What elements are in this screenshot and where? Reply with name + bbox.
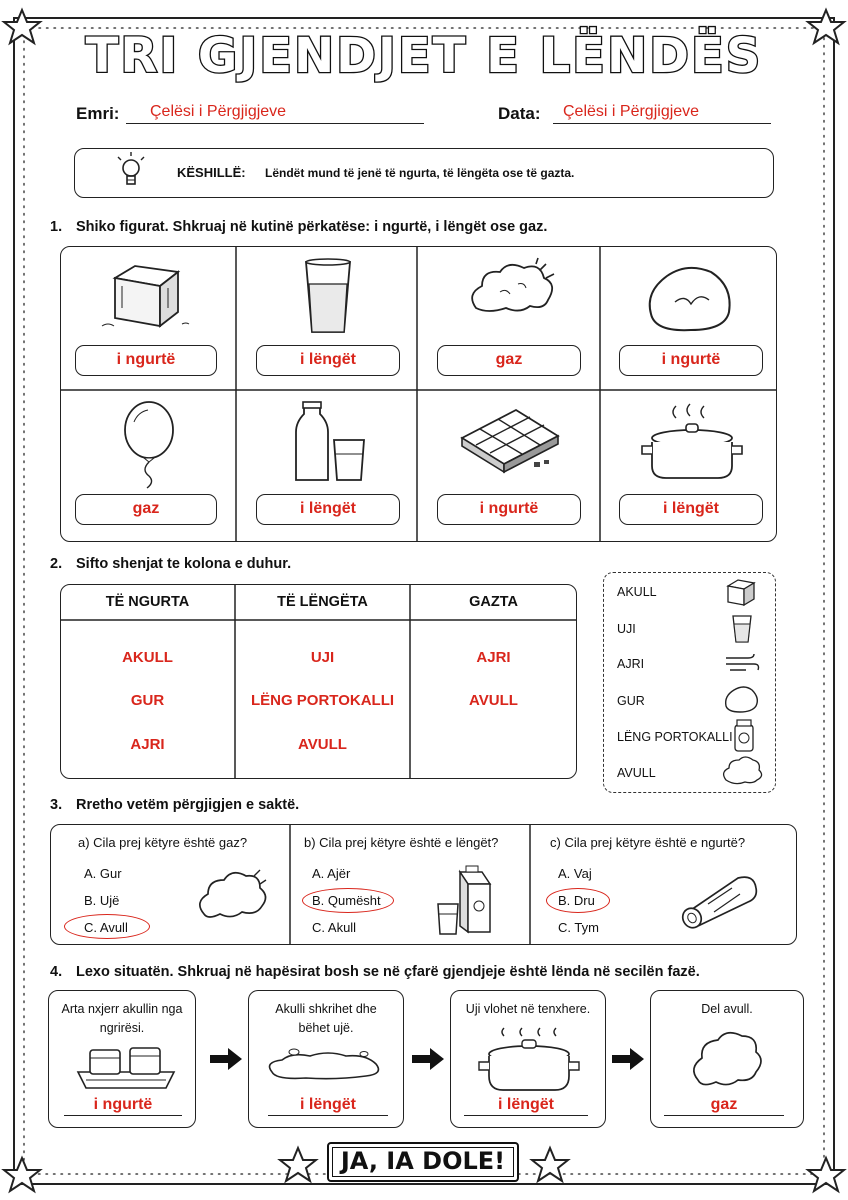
q1-answer-4[interactable]: i ngurtë [619,345,763,376]
tip-text: Lëndët mund të jenë të ngurta, të lëngëta ose të gazta. [265,166,575,180]
q4-step-2-text: Akulli shkrihet dhe bëhet ujë. [275,1002,377,1035]
q3-number: 3. [50,797,63,813]
q3b-option-c[interactable]: C. Akull [312,920,357,935]
q3c-option-b[interactable]: B. Dru [558,893,595,908]
q4-step-4-text: Del avull. [701,1002,753,1016]
ice-cube-icon [724,578,758,608]
q4-step-1-text: Arta nxjerr akullin nga ngrirësi. [61,1002,183,1035]
q4-answer-field-3[interactable] [464,1094,588,1116]
q1-answer-1[interactable]: i ngurtë [75,345,217,376]
lightbulb-icon [119,155,149,193]
date-label: Data: [498,104,541,123]
name-value: Çelësi i Përgjigjeve [150,103,287,120]
q1-answer-3[interactable]: gaz [437,345,581,376]
q2-solid-value: AKULL [122,649,173,666]
balloon-icon [122,400,182,488]
steam-cloud-icon [722,758,762,786]
q2-number: 2. [50,556,63,572]
q3a-question: a) Cila prej këtyre është gaz? [78,835,248,850]
q2-column-header-liquid: TË LËNGËTA [277,594,368,610]
arrow-right-icon [612,1048,644,1070]
boiling-pot-icon [476,1024,582,1096]
cooking-pot-icon [636,402,746,484]
q2-solid-value: GUR [130,692,165,709]
ice-cube-icon [100,258,190,333]
q3a-correct-circle [64,914,150,939]
ice-tray-icon [76,1042,176,1092]
q4-step-2-answer: i lëngët [299,1096,356,1113]
q2-column-header-solid: TË NGURTA [105,594,190,610]
q3b-option-b[interactable]: B. Qumësht [312,893,381,908]
q4-answer-field-1[interactable] [64,1094,182,1116]
glass-of-water-icon [731,614,753,644]
legend-label-ice: AKULL [617,585,657,599]
q4-number: 4. [50,964,63,980]
name-field[interactable] [126,102,424,124]
q4-step-3-text: Uji vlohet në tenxhere. [465,1002,591,1016]
q3c-option-c[interactable]: C. Tym [558,920,599,935]
q3-prompt: Rretho vetëm përgjigjen e saktë. [76,797,300,813]
q4-step-4-answer: gaz [710,1096,738,1113]
date-field[interactable] [553,102,771,124]
footer-banner-text: JA, IA DOLE! [340,1147,506,1175]
q2-gas-value: AVULL [469,692,518,709]
wood-log-icon [676,872,760,928]
q4-prompt: Lexo situatën. Shkruaj në hapësirat bosh se në çfarë gjendjeje është lënda në secilën fazë. [76,964,700,980]
legend-label-air: AJRI [617,657,645,671]
puddle-icon [266,1044,386,1084]
steam-cloud-icon [466,262,556,322]
q3b-option-a[interactable]: A. Ajër [312,866,351,881]
juice-jar-icon [733,719,757,753]
q4-answer-field-2[interactable] [268,1094,388,1116]
q4-answer-field-4[interactable] [664,1094,784,1116]
q1-prompt: Shiko figurat. Shkruaj në kutinë përkatëse: i ngurtë, i lëngët ose gaz. [76,219,548,235]
q4-step-3-answer: i lëngët [497,1096,554,1113]
arrow-right-icon [412,1048,444,1070]
page-title: TRI GJENDJET E LËNDËS [85,28,763,84]
q2-liquid-value: AVULL [298,736,347,753]
legend-label-juice: LËNG PORTOKALLI [617,730,733,744]
q3a-option-a[interactable]: A. Gur [84,866,122,881]
milk-bottle-icon [294,400,370,484]
q2-gas-value: AJRI [476,649,511,666]
tip-label: KËSHILLË: [177,165,246,180]
q1-answer-2[interactable]: i lëngët [256,345,400,376]
tip-box [74,148,774,198]
q3b-correct-circle [302,888,394,913]
q1-answer-8[interactable]: i lëngët [619,494,763,525]
q3b-question: b) Cila prej këtyre është e lëngët? [304,835,499,850]
arrow-right-icon [210,1048,242,1070]
q1-answer-6[interactable]: i lëngët [256,494,400,525]
steam-cloud-icon [196,868,268,924]
legend-label-stone: GUR [617,694,645,708]
legend-label-steam: AVULL [617,766,656,780]
q3c-question: c) Cila prej këtyre është e ngurtë? [550,835,746,850]
q2-liquid-value: LËNG PORTOKALLI [250,692,395,709]
q4-step-1-answer: i ngurtë [93,1096,153,1113]
q3c-correct-circle [546,888,610,913]
legend-label-water: UJI [617,622,636,636]
steam-cloud-icon [690,1030,760,1092]
stone-icon [724,686,758,714]
date-value: Çelësi i Përgjigjeve [563,103,700,120]
q2-prompt: Sifto shenjat te kolona e duhur. [76,556,292,572]
q3a-option-c[interactable]: C. Avull [84,920,128,935]
q1-answer-5[interactable]: gaz [75,494,217,525]
q2-column-header-gas: GAZTA [469,594,518,610]
q3c-option-a[interactable]: A. Vaj [558,866,592,881]
stone-icon [645,262,735,334]
milk-carton-icon [436,862,496,938]
q1-number: 1. [50,219,63,235]
q2-liquid-value: UJI [310,649,335,666]
q1-answer-7[interactable]: i ngurtë [437,494,581,525]
wind-icon [724,652,760,676]
q3a-option-b[interactable]: B. Ujë [84,893,120,908]
q2-solid-value: AJRI [130,736,165,753]
glass-of-water-icon [298,258,358,336]
name-label: Emri: [76,104,120,123]
chocolate-bar-icon [458,408,562,478]
